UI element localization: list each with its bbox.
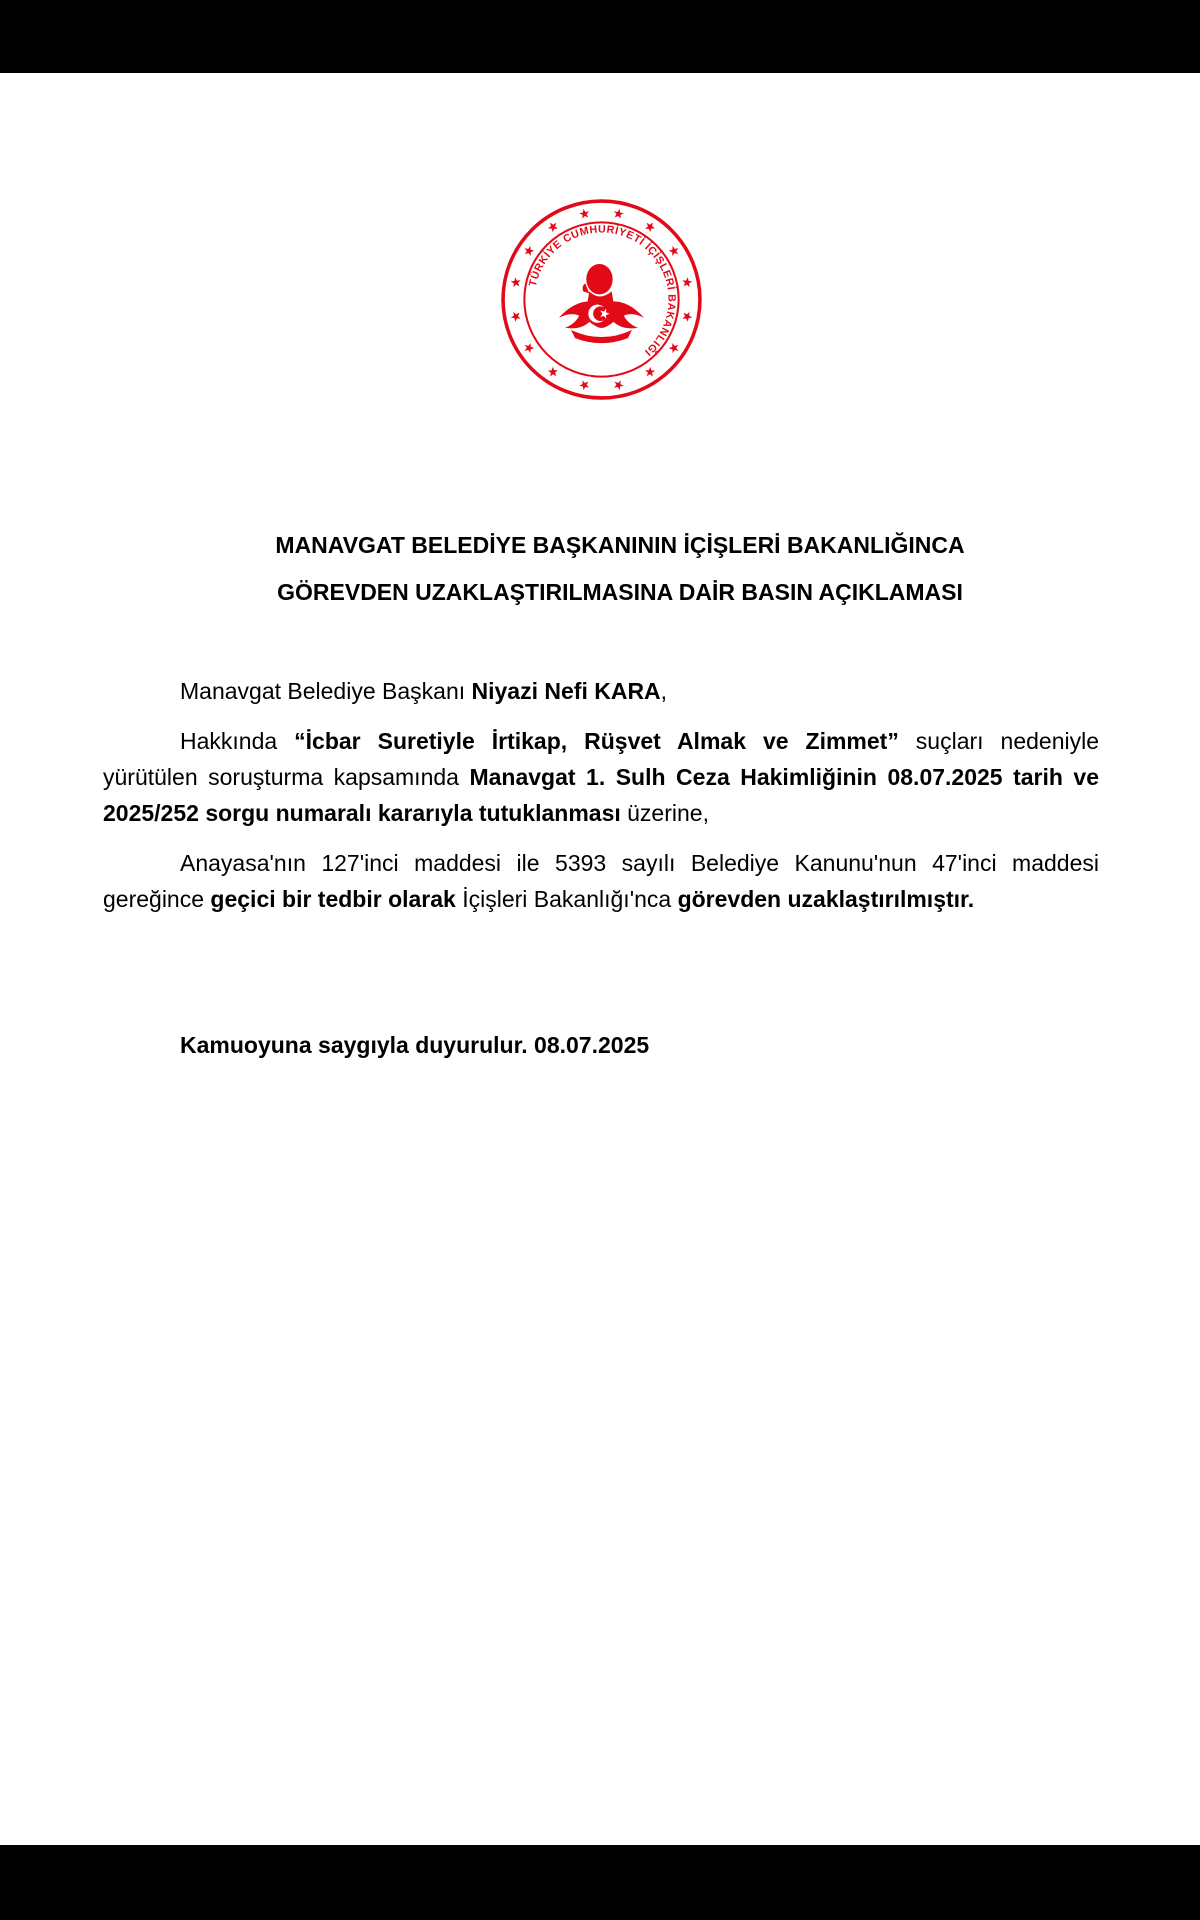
seal-ring-text: TÜRKİYE CUMHURİYETİ İÇİŞLERİ BAKANLIĞI — [526, 223, 678, 359]
paragraph-3-text-a: Anayasa'nın 127'inci maddesi ile 5393 sayılı Belediye Kanunu'nun 47'inci maddesi gereğince — [103, 850, 1099, 912]
bottom-black-bar — [0, 1845, 1200, 1920]
seal-star-icon — [614, 209, 624, 219]
seal-star-icon — [645, 223, 655, 233]
paragraph-1-comma: , — [660, 678, 668, 704]
paragraph-3 — [103, 845, 1099, 917]
seal-star-icon — [682, 277, 692, 287]
top-black-bar — [0, 0, 1200, 73]
paragraph-2-text-c: üzerine, — [620, 800, 709, 826]
court-decision-text: Manavgat 1. Sulh Ceza Hakimliğinin 08.07.2025 tarih ve 2025/252 sorgu numaralı kararıyla tutuklanması — [103, 764, 1100, 826]
seal-star-icon — [548, 367, 558, 377]
seal-star-icon — [548, 223, 558, 233]
seal-star-icon — [614, 380, 624, 390]
seal-star-icon — [511, 312, 521, 322]
paragraph-3-text-b: İçişleri Bakanlığı'nca — [455, 886, 678, 912]
seal-star-icon — [511, 277, 521, 287]
paragraph-2-text-b: suçları nedeniyle yürütülen soruşturma kapsamında — [103, 728, 1099, 790]
seal-star-icon — [579, 209, 589, 219]
seal-star-icon — [669, 246, 679, 256]
seal-star-icon — [525, 246, 535, 256]
charges-text: “İcbar Suretiyle İrtikap, Rüşvet Almak ve Zimmet” — [294, 728, 899, 754]
paragraph-2-text-a: Hakkında — [180, 728, 295, 754]
seal-star-icon — [682, 312, 692, 322]
ministry-seal-logo — [500, 198, 703, 401]
press-release-title — [0, 522, 1200, 616]
title-line-2: GÖREVDEN UZAKLAŞTIRILMASINA DAİR BASIN AÇIKLAMASI — [277, 579, 963, 605]
title-line-1: MANAVGAT BELEDİYE BAŞKANININ İÇİŞLERİ BAKANLIĞINCA — [275, 532, 965, 558]
seal-star-icon — [525, 343, 535, 353]
seal-star-icon — [669, 343, 679, 353]
seal-star-icon — [645, 367, 655, 377]
paragraph-1-text: Manavgat Belediye Başkanı — [180, 678, 472, 704]
seal-star-icon — [579, 380, 589, 390]
paragraph-2 — [103, 723, 1099, 831]
closing-statement: Kamuoyuna saygıyla duyurulur. 08.07.2025 — [180, 1032, 650, 1058]
dismissal-text: görevden uzaklaştırılmıştır. — [677, 886, 975, 912]
press-release-body — [103, 673, 1099, 917]
temporary-measure-text: geçici bir tedbir olarak — [210, 886, 456, 912]
mayor-name: Niyazi Nefi KARA — [471, 678, 661, 704]
paragraph-1 — [103, 673, 1099, 709]
